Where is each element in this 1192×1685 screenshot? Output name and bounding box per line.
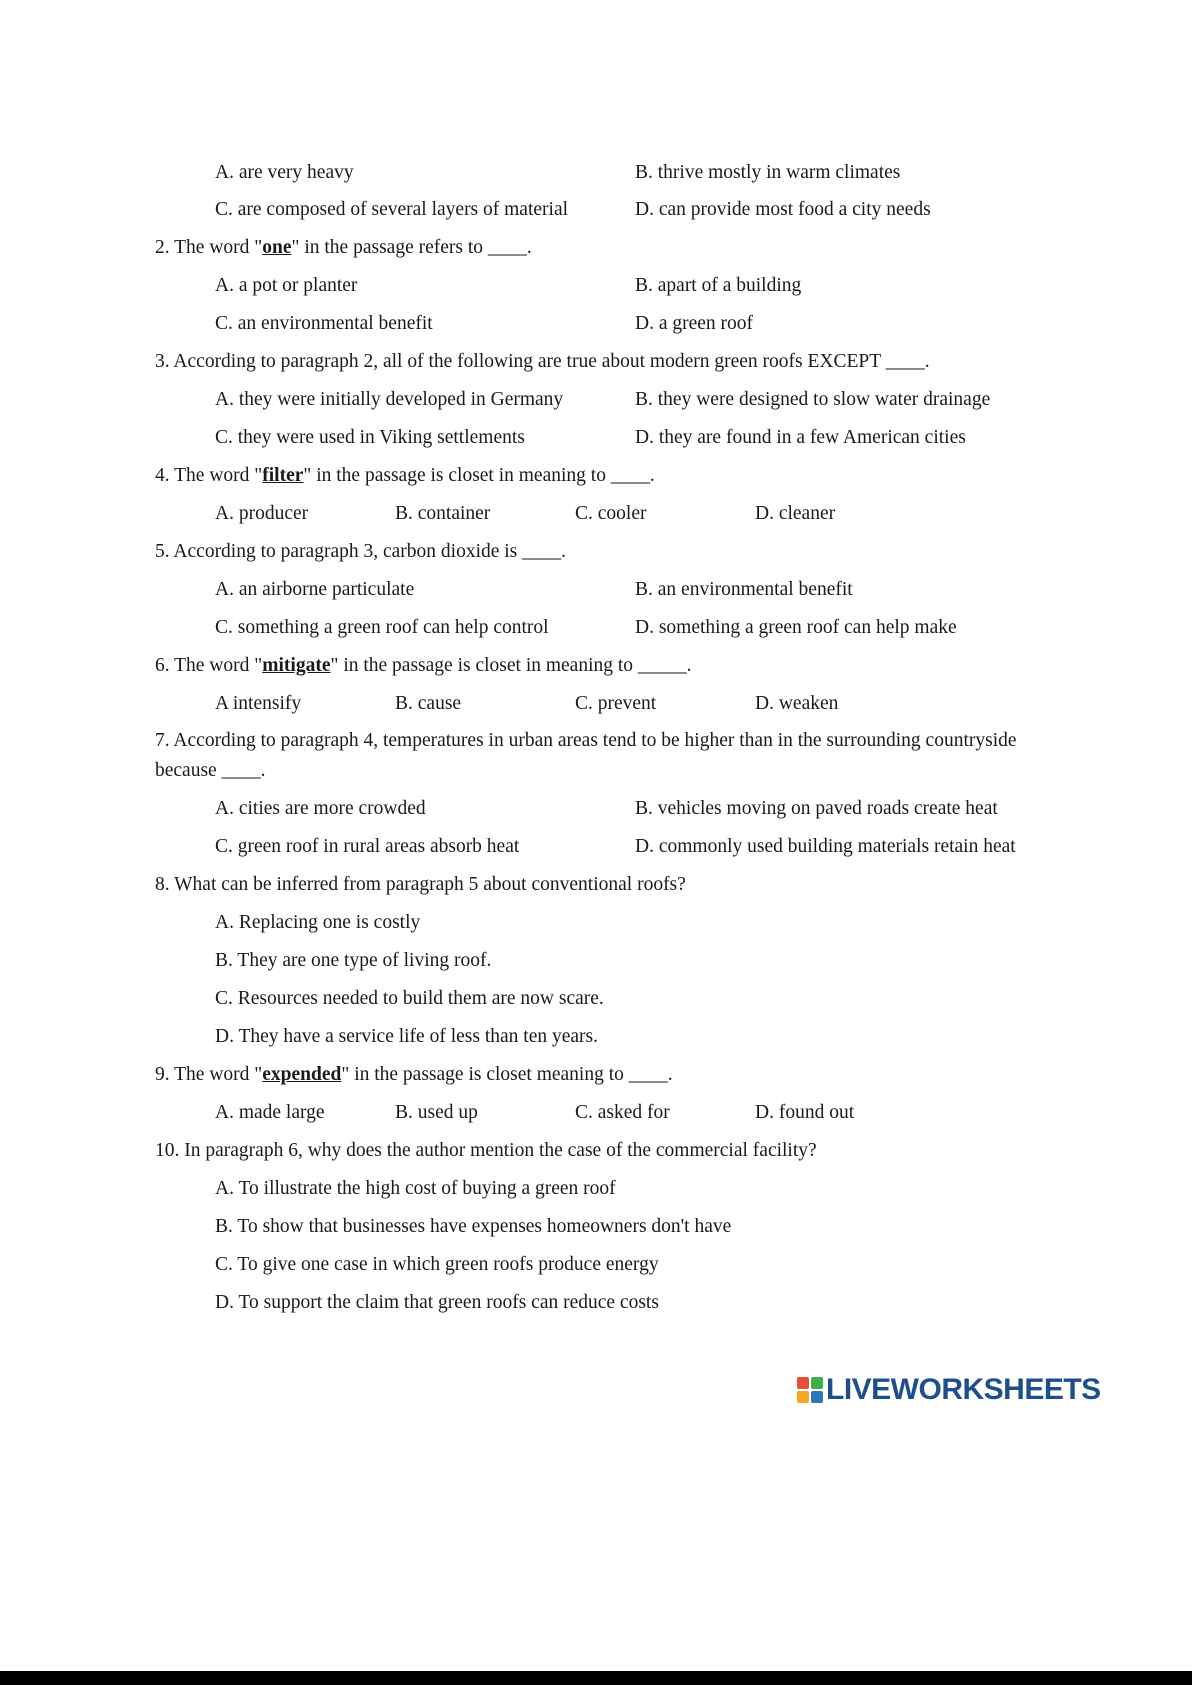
q3-option-c: C. they were used in Viking settlements	[215, 427, 525, 448]
q4-option-c: C. cooler	[575, 503, 647, 524]
q2-option-c: C. an environmental benefit	[215, 313, 433, 334]
q10-option-c: C. To give one case in which green roofs produce energy	[215, 1254, 659, 1275]
q4-option-d: D. cleaner	[755, 503, 836, 524]
q8-option-c: C. Resources needed to build them are now scare.	[215, 988, 604, 1009]
q2-keyword: one	[262, 237, 292, 258]
q10-option-a: A. To illustrate the high cost of buying a green roof	[215, 1178, 616, 1199]
q2-stem-post: " in the passage refers to ____.	[291, 237, 532, 258]
q9-option-a: A. made large	[215, 1102, 325, 1123]
q9-option-c: C. asked for	[575, 1102, 670, 1123]
q7-option-d: D. commonly used building materials retain heat	[635, 836, 1016, 857]
q7-option-c: C. green roof in rural areas absorb heat	[215, 836, 520, 857]
q6-option-b: B. cause	[395, 693, 462, 714]
q9-stem-post: " in the passage is closet meaning to ____.	[341, 1064, 673, 1085]
q3-option-d: D. they are found in a few American cities	[635, 427, 966, 448]
q5-stem-text: 5. According to paragraph 3, carbon dioxide is ____.	[155, 541, 567, 562]
q8-option-a: A. Replacing one is costly	[215, 912, 421, 933]
q6-keyword: mitigate	[262, 655, 331, 676]
q9-keyword: expended	[262, 1064, 342, 1085]
q4-stem-post: " in the passage is closet in meaning to ____.	[303, 465, 655, 486]
q2-stem-pre: 2. The word "	[155, 237, 263, 258]
q4-option-b: B. container	[395, 503, 491, 524]
q6-stem-post: " in the passage is closet in meaning to _____.	[330, 655, 692, 676]
q6-option-c: C. prevent	[575, 693, 657, 714]
bottom-border	[0, 1671, 1192, 1685]
logo-tile-4	[811, 1391, 823, 1403]
liveworksheets-logo	[797, 1374, 1101, 1406]
q2-option-d: D. a green roof	[635, 313, 754, 334]
q10-option-d: D. To support the claim that green roofs can reduce costs	[215, 1292, 659, 1313]
q5-option-c: C. something a green roof can help control	[215, 617, 549, 638]
q2-option-b: B. apart of a building	[635, 275, 802, 296]
q9-option-b: B. used up	[395, 1102, 478, 1123]
q4-keyword: filter	[262, 465, 304, 486]
q3-stem-text: 3. According to paragraph 2, all of the following are true about modern green roofs EXCEPT ____.	[155, 351, 930, 372]
q6-stem-pre: 6. The word "	[155, 655, 263, 676]
q9-option-d: D. found out	[755, 1102, 855, 1123]
q3-option-b: B. they were designed to slow water drainage	[635, 389, 991, 410]
q8-stem-text: 8. What can be inferred from paragraph 5 about conventional roofs?	[155, 874, 686, 895]
q5-option-b: B. an environmental benefit	[635, 579, 853, 600]
q8-option-b: B. They are one type of living roof.	[215, 950, 492, 971]
q4-option-a: A. producer	[215, 503, 309, 524]
logo-tile-1	[797, 1377, 809, 1389]
q6-option-d: D. weaken	[755, 693, 839, 714]
q5-option-d: D. something a green roof can help make	[635, 617, 957, 638]
liveworksheets-logo-icon	[797, 1377, 823, 1403]
q7-stem-text-2: because ____.	[155, 760, 266, 781]
q5-option-a: A. an airborne particulate	[215, 579, 415, 600]
q1-option-c: C. are composed of several layers of material	[215, 199, 569, 220]
q7-stem-text-1: 7. According to paragraph 4, temperatures in urban areas tend to be higher than in the surrounding countryside	[155, 730, 1017, 751]
q10-stem-text: 10. In paragraph 6, why does the author mention the case of the commercial facility?	[155, 1140, 817, 1161]
q1-option-d: D. can provide most food a city needs	[635, 199, 931, 220]
logo-tile-2	[811, 1377, 823, 1389]
q7-option-a: A. cities are more crowded	[215, 798, 426, 819]
q6-option-a: A intensify	[215, 693, 302, 714]
logo-text: LIVEWORKSHEETS	[826, 1373, 1101, 1406]
q9-stem-pre: 9. The word "	[155, 1064, 263, 1085]
q7-option-b: B. vehicles moving on paved roads create heat	[635, 798, 998, 819]
q10-option-b: B. To show that businesses have expenses homeowners don't have	[215, 1216, 732, 1237]
q2-option-a: A. a pot or planter	[215, 275, 358, 296]
q4-stem-pre: 4. The word "	[155, 465, 263, 486]
q1-option-b: B. thrive mostly in warm climates	[635, 162, 901, 183]
q3-option-a: A. they were initially developed in Germany	[215, 389, 564, 410]
logo-tile-3	[797, 1391, 809, 1403]
q8-option-d: D. They have a service life of less than ten years.	[215, 1026, 598, 1047]
q1-option-a: A. are very heavy	[215, 162, 354, 183]
